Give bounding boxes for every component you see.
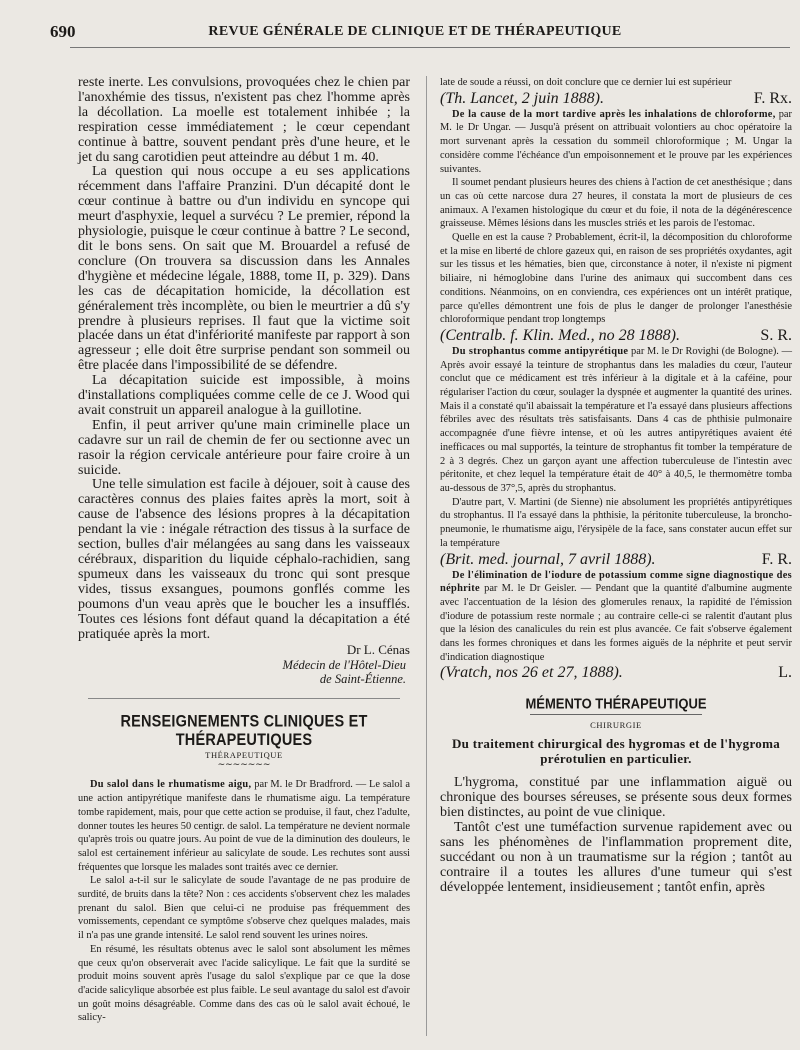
memento-article-title: Du traitement chirurgical des hygromas et de l'hygroma prérotulien en particulier. — [451, 736, 781, 767]
paragraph — [78, 778, 410, 874]
affiliation-line: Médecin de l'Hôtel-Dieu — [282, 658, 406, 673]
reference-line — [440, 327, 792, 345]
initials: F. R. — [761, 550, 792, 568]
paragraph: L'hygroma, constitué par une inflammation aiguë ou chronique des bourses séreuses, se présente sous deux formes bien distinctes, au point de vue clinique. — [440, 775, 792, 821]
reference-line — [440, 90, 792, 108]
initials: S. R. — [760, 326, 792, 344]
paragraph: Le salol a-t-il sur le salicylate de soude l'avantage de ne pas produire de surdité, de bruits dans la tête? Non : ces accidents s'observent chez les malades prenant du salol. Bien que celui-ci ne produise pas fréquemment des vomissements, cependant ce symptôme s'observe chez quelques malades, mais il n'a pas une grande intensité. Le salol rend souvent les urines noires. — [78, 875, 410, 942]
paragraph: La décapitation suicide est impossible, à moins d'installations compliquées comme celle de ce J. Wood qui avait construit un appareil analogue à la guillotine. — [78, 373, 410, 418]
reference: (Centralb. f. Klin. Med., no 28 1888). — [440, 326, 680, 344]
article-text: — Jusqu'à présent on attribuait volontiers au choc opératoire la mort survenant après la cessation du sommeil chloroformique ; M. Ungar la considère comme l'échéance d'un empoisonnement et le prouve par les expériences suivantes. — [440, 122, 792, 175]
paragraph: La question qui nous occupe a eu ses applications récemment dans l'affaire Pranzini. D'un décapité dont le cœur continue à battre ou d'un individu en syncope qui meurt d'asphyxie, lequel a survécu ? Le premier, répond la physiologie, puisque le cœur continue à battre ? Le second, dit le bons sens. On sait que M. Brouardel a refusé de conclure (On trouvera sa discussion dans les Annales d'hygiène et médecine légale, 1888, tome II, p. 329). Dans les cas de décapitation homicide, la décollation est généralement très incomplète, ou bien le meurtrier a dû s'y prendre à plusieurs reprises. Il faut que la victime soit placée dans un état d'infériorité manifeste par rapport à son agresseur ; elle doit être surprise pendant son sommeil ou être placée dans l'impossibilité de se défendre. — [78, 164, 410, 374]
paragraph: Enfin, il peut arriver qu'une main criminelle place un cadavre sur un rail de chemin de fer ou sectionne avec un rasoir la région cervicale antérieure pour faire croire à un suicide. — [78, 417, 410, 478]
article-text: — Le salol a une action antipyrétique manifeste dans le rhumatisme aigu. La température tombe rapidement, mais, pour que cette action se produise, il faut, chez l'adulte, donner toutes les heures 50 centigr. de salol. La température ne devient normale qu'après trois ou quatre jours. Au point de vue de la diminution des douleurs, le salol est certainement inférieur au salicylate de soude. Les rechutes sont aussi fréquentes que lorsque les malades sont traités avec ce dernier. — [78, 779, 410, 873]
article-title: De la cause de la mort tardive après les inhalations de chloroforme, — [452, 108, 776, 120]
paragraph — [440, 345, 792, 496]
page-number: 690 — [50, 22, 76, 41]
memento-section — [440, 696, 792, 895]
paragraph: Tantôt c'est une tuméfaction survenue rapidement avec ou sans les phénomènes de l'inflammation proprement dite, succédant ou non à un traumatisme sur la région ; tantôt au contraire il a toutes les allures d'une tumeur qui s'est développée lentement, insidieusement ; tantôt enfin, après — [440, 820, 792, 895]
paragraph — [440, 569, 792, 665]
paragraph: Une telle simulation est facile à déjouer, soit à cause des caractères connus des plaies faites après la mort, soit à cause de l'absence des lésions propres à la décapitation pendant la vie : inégale rétraction des tissus à la surface de section, bulles d'air mélangées au sang dans les vaisseaux cérébraux, disparition du liquide céphalo-rachidien, sang spumeux dans les vaisseaux du tronc qui sont presque vides, tissus exsangues, poumons gonflés comme les poumons d'un veau après que le boucher les a insufflés. Toutes ces lésions font défaut quand la décapitation a été pratiquée après la mort. — [78, 477, 410, 642]
paragraph: reste inerte. Les convulsions, provoquées chez le chien par l'anoxhémie des tissus, n'existent pas chez l'homme après la décollation. La moelle est totalement inhibée ; la respiration cesse immédiatement ; le cœur cependant continue à battre, souvent pendant près d'une heure, et le jet du sang carotidien peut atteindre au début 1 m. 40. — [78, 75, 410, 165]
decapitation-article — [78, 76, 410, 686]
paragraph — [440, 108, 792, 177]
author-affiliation — [78, 658, 410, 686]
reference: (Vratch, nos 26 et 27, 1888). — [440, 664, 623, 682]
reference: (Brit. med. journal, 7 avril 1888). — [440, 550, 656, 568]
header-rule — [70, 47, 790, 48]
page-header — [50, 22, 780, 50]
section-subtitle: THÉRAPEUTIQUE — [205, 750, 283, 761]
section-title: RENSEIGNEMENTS CLINIQUES ET THÉRAPEUTIQUES — [120, 713, 368, 750]
right-articles — [440, 76, 792, 682]
left-column — [78, 76, 410, 1025]
article-author: par M. le Dr Geisler. — [479, 583, 577, 595]
article-title: Du salol dans le rhumatisme aigu, — [90, 779, 252, 791]
reference-line — [440, 551, 792, 569]
right-column — [440, 76, 792, 896]
memento-rule — [530, 714, 702, 715]
initials: L. — [778, 664, 792, 682]
reference-line — [440, 664, 792, 682]
article-text: — Pendant que la quantité d'albumine augmente avec l'accentuation de la lésion des glomerules renaux, la rapidité de l'émission d'iodure de potassium reste normale ; au contraire celle-ci se ralentit d'autant plus que la lésion des canalicules du rein est plus avancée. Ce fait s'observe également dans les formes chroniques et dans les formes aiguës de la néphrite et peut servir d'indication diagnostique — [440, 583, 792, 663]
author-signature — [78, 642, 410, 658]
section-separator — [88, 698, 400, 699]
memento-article — [440, 776, 792, 895]
reference: (Th. Lancet, 2 juin 1888). — [440, 89, 604, 107]
memento-title: MÉMENTO THÉRAPEUTIQUE — [525, 695, 707, 713]
paragraph: En résumé, les résultats obtenus avec le salol sont absolument les mêmes que ceux qu'on observerait avec l'acide salicylique. Le fait que la surdité se produit moins souvent après l'usage du salol s'explique par ce que la dose d'acide salicylique absorbée est plus faible. Le seul avantage du salol est d'avoir un goût moins désagréable. Comme dans des cas où le salol avait échoué, le salicy- — [78, 943, 410, 1024]
ornament: ∼∼∼∼∼∼∼ — [217, 759, 271, 770]
initials: F. Rx. — [753, 89, 792, 107]
paragraph: Quelle en est la cause ? Probablement, écrit-il, la décomposition du chloroforme et la mise en liberté de chlore gazeux qui, en raison de ses propriétés oxydantes, agit sur les tissus et les hématies, bien que, circonstance à noter, il n'existe ni pigment biliaire, ni hémoglobine dans l'urine des animaux qui succombent dans ces conditions. Néanmoins, on en conviendra, ces expériences ont un intérêt pratique, parce qu'elles démontrent une fois de plus le danger de prolonger l'anesthésie chloroformique pendant trop longtemps — [440, 232, 792, 326]
running-title: REVUE GÉNÉRALE DE CLINIQUE ET DE THÉRAPEUTIQUE — [208, 24, 622, 39]
article-author: par M. le Dr Bradfrord. — [251, 779, 353, 791]
paragraph: Il soumet pendant plusieurs heures des chiens à l'action de cet anesthésique ; dans un cas où cette narcose dura 27 heures, il constata la mort de plusieurs de ces animaux. A l'examen histologique du cœur et du foie, il nota de la dégénérescence graisseuse. Mêmes lésions dans les muscles striés et les parois de l'estomac. — [440, 177, 792, 230]
article-title: Du strophantus comme antipyrétique — [452, 345, 629, 357]
article-title: De l'élimination de l'iodure de potassium comme signe diagnostique des néphrite — [440, 569, 792, 595]
article-text: late de soude a réussi, on doit conclure que ce dernier lui est supérieur — [440, 77, 732, 88]
article-text: — Après avoir essayé la teinture de strophantus dans les maladies du cœur, l'auteur conclut que ce médicament est très inférieur à la digitale et à la caféine, pour régulariser l'action du cœur, soulager la dyspnée et augmenter la quantité des urines. Mais il a constaté qu'il abaissait la température et l'a essayé dans plusieurs affections fébriles avec des résultats très satisfaisants. Dans 4 cas de phthisie pulmonaire accompagnée d'une fièvre intense, et où les autres antipyrétiques avaient été inefficaces ou mal supportés, la teinture de strophantus fit tomber la température de 2 à 3 degrés. Chez un garçon ayant une affection tuberculeuse de l'intestin avec péritonite, et chez lequel la température était de 40° à 40,5, le thermomètre tomba au-dessous de 37°,5, après du strophantus. — [440, 345, 792, 494]
column-divider — [426, 76, 427, 1036]
memento-subtitle: CHIRURGIE — [590, 720, 642, 731]
paragraph: D'autre part, V. Martini (de Sienne) nie absolument les propriétés antipyrétiques du strophantus. Il l'a essayé dans la phthisie, la péritonite tuberculeuse, la broncho-pneumonie, le rhumatisme aigu, l'érysipèle de la face, sans constater aucun effet sur la température — [440, 496, 792, 549]
signature-text: Dr L. Cénas — [346, 642, 410, 658]
article-author: par M. le Dr Rovighi (de Bologne). — [628, 345, 779, 357]
article-author: par M. le Dr Ungar. — [440, 108, 792, 134]
paragraph — [440, 76, 792, 90]
affiliation-line: de Saint-Étienne. — [319, 672, 406, 687]
salol-article — [78, 778, 410, 1025]
